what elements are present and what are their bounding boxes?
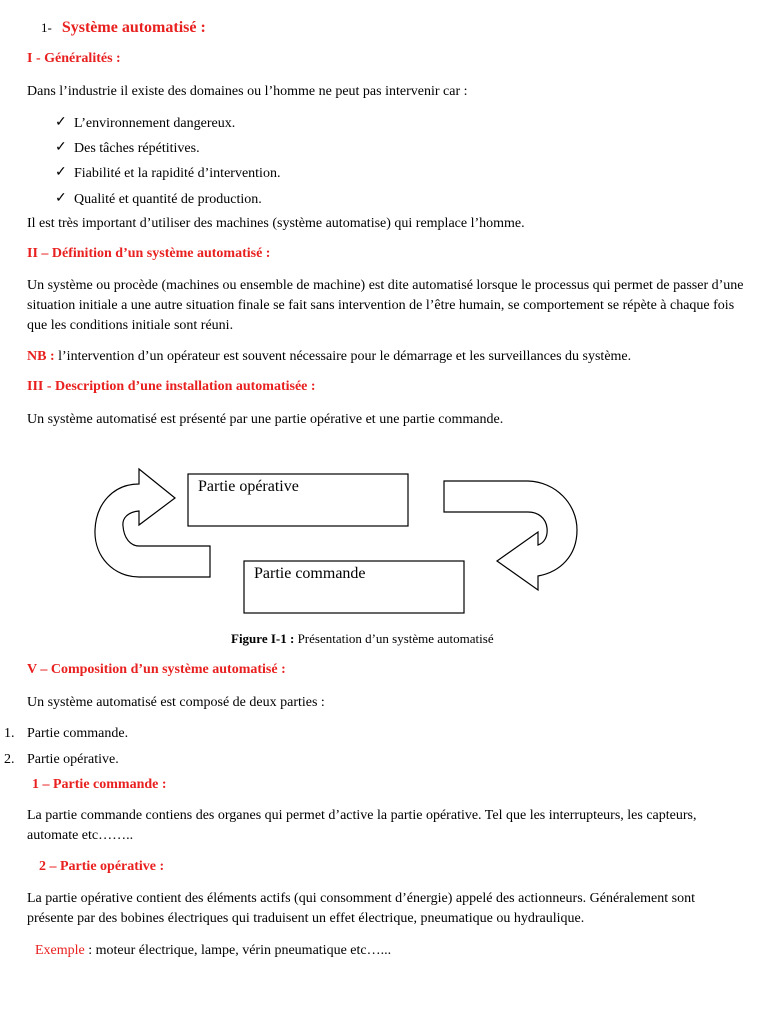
definition-paragraph: Un système ou procède (machines ou ensemble de machine) est dite automatisé lorsque le processus qui permet de passer d’une situation initiale a une autre situation finale se fait sans intervention de l’être humain, se comportement se répète à chaque fois que les conditions initiale sont réuni. bbox=[27, 278, 744, 333]
list-item: Qualité et quantité de production. bbox=[74, 192, 262, 207]
title-text: Système automatisé : bbox=[61, 19, 206, 36]
item-number: 1. bbox=[4, 726, 15, 741]
nb-text: l’intervention d’un opérateur est souvent nécessaire pour le démarrage et les surveillances du système. bbox=[54, 349, 632, 364]
subheading-partie-operative: 2 – Partie opérative : bbox=[39, 859, 165, 874]
item-number: 2. bbox=[4, 752, 15, 767]
partie-operative-label: Partie opérative bbox=[198, 478, 299, 495]
partie-commande-label: Partie commande bbox=[254, 565, 366, 582]
check-icon: ✓ bbox=[55, 140, 67, 155]
list-item: Fiabilité et la rapidité d’intervention. bbox=[74, 166, 281, 181]
figure-caption bbox=[231, 629, 494, 649]
title-number: 1- bbox=[41, 20, 52, 35]
subheading-partie-commande: 1 – Partie commande : bbox=[32, 777, 167, 792]
numbered-item bbox=[4, 724, 15, 744]
section-heading-composition: V – Composition d’un système automatisé : bbox=[27, 662, 286, 677]
list-item: L’environnement dangereux. bbox=[74, 116, 236, 131]
partie-operative-paragraph: La partie opérative contient des éléments actifs (qui consomment d’énergie) appelé des actionneurs. Généralement sont présente par des bobines électriques qui traduisent un effet électrique, pneumatique ou hydraulique. bbox=[27, 891, 695, 926]
section-heading-definition: II – Définition d’un système automatisé : bbox=[27, 246, 271, 261]
check-icon: ✓ bbox=[55, 165, 67, 180]
list-item: Des tâches répétitives. bbox=[74, 141, 200, 156]
section-conclusion: Il est très important d’utiliser des machines (système automatise) qui remplace l’homme. bbox=[27, 216, 525, 231]
check-icon: ✓ bbox=[55, 191, 67, 206]
example-text: : moteur électrique, lampe, vérin pneumatique etc…... bbox=[84, 943, 392, 958]
composition-intro: Un système automatisé est composé de deux parties : bbox=[27, 695, 325, 710]
check-icon: ✓ bbox=[55, 115, 67, 130]
partie-commande-paragraph: La partie commande contiens des organes qui permet d’active la partie opérative. Tel que les interrupteurs, les capteurs, automate etc…….. bbox=[27, 808, 697, 843]
description-paragraph: Un système automatisé est présenté par une partie opérative et une partie commande. bbox=[27, 412, 504, 427]
numbered-item-text: Partie opérative. bbox=[27, 752, 119, 767]
nb-label: NB : bbox=[27, 349, 55, 364]
section-heading-generalites: I - Généralités : bbox=[27, 51, 121, 66]
section-heading-description: III - Description d’une installation automatisée : bbox=[27, 379, 316, 394]
example-line bbox=[35, 941, 391, 961]
numbered-item-text: Partie commande. bbox=[27, 726, 129, 741]
caption-text: Présentation d’un système automatisé bbox=[294, 631, 494, 646]
example-label: Exemple bbox=[35, 943, 85, 958]
numbered-item bbox=[4, 750, 15, 770]
section-intro: Dans l’industrie il existe des domaines ou l’homme ne peut pas intervenir car : bbox=[27, 84, 468, 99]
caption-label: Figure I-1 : bbox=[231, 631, 295, 646]
